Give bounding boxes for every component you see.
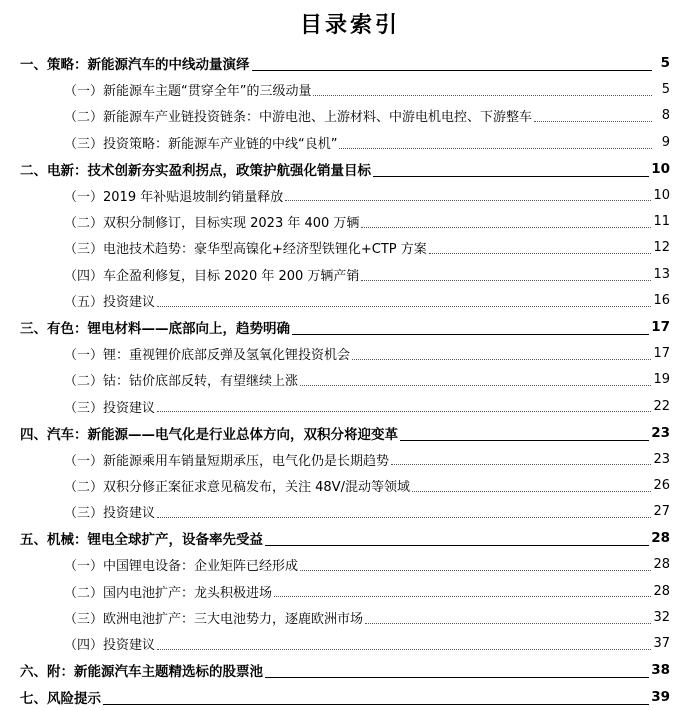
toc-subsection-entry[interactable]: [20, 129, 670, 155]
toc-subsection-entry[interactable]: [20, 261, 670, 287]
toc-leader-dots: [361, 280, 651, 281]
toc-subsection-entry[interactable]: [20, 551, 670, 577]
toc-leader-dots: [361, 227, 651, 228]
toc-leader-dots: [373, 176, 649, 177]
toc-subsection-entry[interactable]: [20, 340, 670, 366]
toc-page-number: 16: [653, 293, 670, 309]
toc-leader-dots: [265, 545, 649, 546]
toc-page-number: 5: [660, 55, 670, 72]
toc-page-number: 8: [661, 108, 670, 124]
toc-page-number: 39: [651, 688, 670, 705]
toc-entry-title: （一）中国锂电设备：企业矩阵已经形成: [64, 555, 300, 574]
table-of-contents: [20, 50, 670, 710]
toc-subsection-entry[interactable]: [20, 499, 670, 525]
toc-leader-dots: [412, 491, 652, 492]
toc-entry-title: 四、汽车：新能源——电气化是行业总体方向，双积分将迎变革: [20, 423, 400, 443]
toc-entry-title: （一）2019 年补贴退坡制约销量释放: [64, 186, 285, 205]
toc-subsection-entry[interactable]: [20, 235, 670, 261]
toc-leader-dots: [300, 385, 651, 386]
toc-page-number: 38: [651, 662, 670, 679]
toc-subsection-entry[interactable]: [20, 446, 670, 472]
toc-entry-title: （三）投资策略：新能源车产业链的中线“良机”: [64, 133, 339, 152]
toc-page-number: 10: [651, 160, 670, 177]
toc-section-entry[interactable]: [20, 419, 670, 445]
toc-page-number: 9: [661, 134, 670, 150]
toc-section-entry[interactable]: [20, 156, 670, 182]
toc-entry-title: （二）双积分修正案征求意见稿发布，关注 48V/混动等领域: [64, 476, 412, 495]
toc-subsection-entry[interactable]: [20, 76, 670, 102]
toc-subsection-entry[interactable]: [20, 472, 670, 498]
toc-page-number: 28: [651, 530, 670, 547]
toc-leader-dots: [265, 677, 649, 678]
toc-leader-dots: [285, 200, 651, 201]
toc-entry-title: （三）投资建议: [64, 502, 157, 521]
toc-leader-dots: [157, 649, 651, 650]
toc-leader-dots: [352, 359, 651, 360]
toc-entry-title: （一）锂：重视锂价底部反弹及氢氧化锂投资机会: [64, 344, 352, 363]
toc-leader-dots: [365, 623, 651, 624]
toc-page-number: 17: [651, 319, 670, 336]
toc-entry-title: （二）钴：钴价底部反转，有望继续上涨: [64, 370, 300, 389]
toc-entry-title: 六、附：新能源汽车主题精选标的股票池: [20, 660, 265, 680]
toc-page-number: 5: [661, 82, 670, 98]
toc-subsection-entry[interactable]: [20, 604, 670, 630]
toc-page-number: 26: [653, 477, 670, 493]
page-title: 目录索引: [299, 12, 400, 38]
toc-entry-title: （二）双积分制修订，目标实现 2023 年 400 万辆: [64, 212, 361, 231]
toc-leader-dots: [157, 411, 651, 412]
toc-entry-title: 二、电新：技术创新夯实盈利拐点，政策护航强化销量目标: [20, 159, 373, 179]
toc-entry-title: 一、策略：新能源汽车的中线动量演绎: [20, 53, 252, 73]
toc-leader-dots: [429, 253, 652, 254]
toc-page-number: 27: [653, 504, 670, 520]
toc-subsection-entry[interactable]: [20, 182, 670, 208]
toc-page-number: 22: [653, 398, 670, 414]
toc-page-number: 13: [653, 266, 670, 282]
toc-page-number: 37: [653, 636, 670, 652]
toc-entry-title: （三）投资建议: [64, 397, 157, 416]
toc-leader-dots: [534, 121, 652, 122]
toc-leader-dots: [391, 464, 651, 465]
toc-section-entry[interactable]: [20, 50, 670, 76]
toc-leader-dots: [339, 148, 652, 149]
toc-section-entry[interactable]: [20, 657, 670, 683]
toc-leader-dots: [300, 570, 651, 571]
toc-page-number: 28: [653, 557, 670, 573]
toc-page-number: 10: [653, 187, 670, 203]
toc-section-entry[interactable]: [20, 525, 670, 551]
toc-subsection-entry[interactable]: [20, 288, 670, 314]
toc-page-number: 19: [653, 372, 670, 388]
toc-entry-title: 三、有色：锂电材料——底部向上，趋势明确: [20, 317, 292, 337]
toc-leader-dots: [103, 704, 649, 705]
toc-leader-dots: [252, 70, 653, 71]
toc-entry-title: （五）投资建议: [64, 291, 157, 310]
toc-entry-title: （二）国内电池扩产：龙头积极进场: [64, 582, 274, 601]
toc-page-number: 17: [653, 345, 670, 361]
toc-entry-title: 五、机械：锂电全球扩产，设备率先受益: [20, 528, 265, 548]
toc-entry-title: （二）新能源车产业链投资链条：中游电池、上游材料、中游电机电控、下游整车: [64, 106, 534, 125]
toc-leader-dots: [274, 596, 651, 597]
toc-leader-dots: [400, 440, 649, 441]
toc-leader-dots: [292, 334, 649, 335]
toc-subsection-entry[interactable]: [20, 208, 670, 234]
toc-subsection-entry[interactable]: [20, 393, 670, 419]
toc-leader-dots: [157, 517, 651, 518]
toc-entry-title: （三）电池技术趋势：豪华型高镍化+经济型铁锂化+CTP 方案: [64, 238, 429, 257]
toc-entry-title: 七、风险提示: [20, 687, 103, 707]
toc-entry-title: （一）新能源乘用车销量短期承压，电气化仍是长期趋势: [64, 450, 391, 469]
toc-subsection-entry[interactable]: [20, 103, 670, 129]
toc-page-number: 28: [653, 583, 670, 599]
toc-page-number: 23: [653, 451, 670, 467]
toc-page-number: 32: [653, 609, 670, 625]
toc-subsection-entry[interactable]: [20, 578, 670, 604]
toc-leader-dots: [157, 306, 651, 307]
toc-page-number: 11: [653, 214, 670, 230]
toc-page-number: 23: [651, 424, 670, 441]
toc-entry-title: （三）欧洲电池扩产：三大电池势力，逐鹿欧洲市场: [64, 608, 365, 627]
toc-entry-title: （四）车企盈利修复，目标 2020 年 200 万辆产销: [64, 265, 361, 284]
toc-subsection-entry[interactable]: [20, 631, 670, 657]
toc-entry-title: （一）新能源车主题“贯穿全年”的三级动量: [64, 80, 313, 99]
toc-subsection-entry[interactable]: [20, 367, 670, 393]
toc-page-number: 12: [653, 240, 670, 256]
toc-entry-title: （四）投资建议: [64, 634, 157, 653]
toc-section-entry[interactable]: [20, 683, 670, 709]
toc-leader-dots: [313, 95, 652, 96]
toc-section-entry[interactable]: [20, 314, 670, 340]
